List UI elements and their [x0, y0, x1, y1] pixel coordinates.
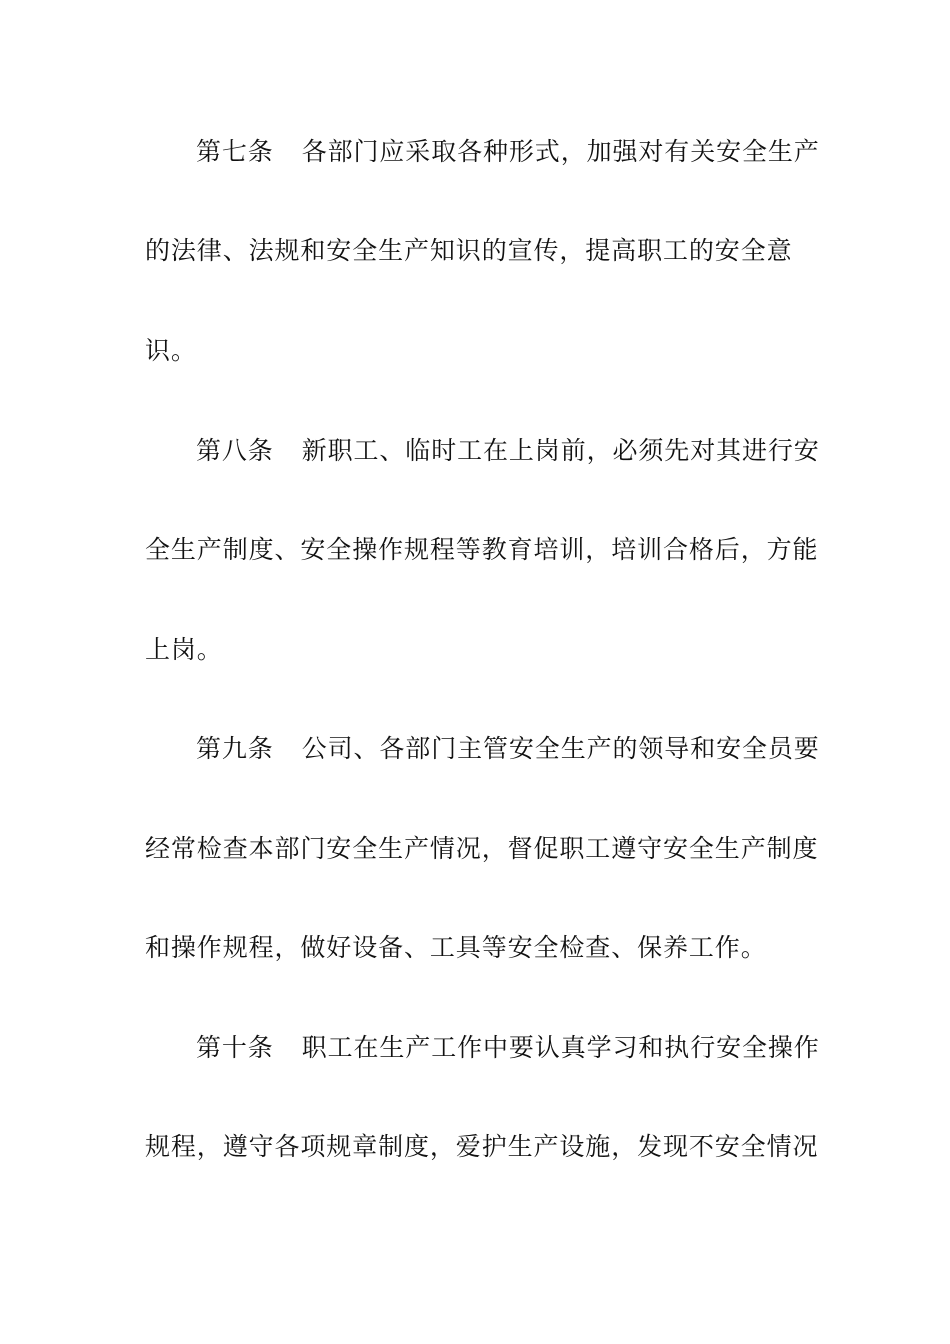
- article-7-first-line: [196, 137, 820, 167]
- article-7-line-3: 识。: [145, 336, 197, 365]
- article-10-line-1: 职工在生产工作中要认真学习和执行安全操作: [301, 1033, 820, 1062]
- article-8-line-3: 上岗。: [145, 635, 223, 664]
- article-10-first-line: [196, 1033, 820, 1063]
- article-9-line-3: 和操作规程，做好设备、工具等安全检查、保养工作。: [145, 933, 767, 962]
- article-9-label: 第九条: [196, 734, 274, 763]
- article-8-label: 第八条: [196, 436, 274, 465]
- article-8-first-line: [196, 436, 820, 466]
- article-9-first-line: [196, 734, 820, 764]
- article-7-line-2: 的法律、法规和安全生产知识的宣传，提高职工的安全意: [145, 236, 793, 265]
- article-8-line-2: 全生产制度、安全操作规程等教育培训，培训合格后，方能: [145, 535, 819, 564]
- article-10-line-2: 规程，遵守各项规章制度，爱护生产设施，发现不安全情况: [145, 1132, 819, 1161]
- article-8-line-1: 新职工、临时工在上岗前，必须先对其进行安: [301, 436, 820, 465]
- article-9-line-1: 公司、各部门主管安全生产的领导和安全员要: [301, 734, 820, 763]
- article-7-label: 第七条: [196, 137, 274, 166]
- article-7-line-1: 各部门应采取各种形式，加强对有关安全生产: [301, 137, 820, 166]
- article-10-label: 第十条: [196, 1033, 274, 1062]
- article-9-line-2: 经常检查本部门安全生产情况，督促职工遵守安全生产制度: [145, 834, 819, 863]
